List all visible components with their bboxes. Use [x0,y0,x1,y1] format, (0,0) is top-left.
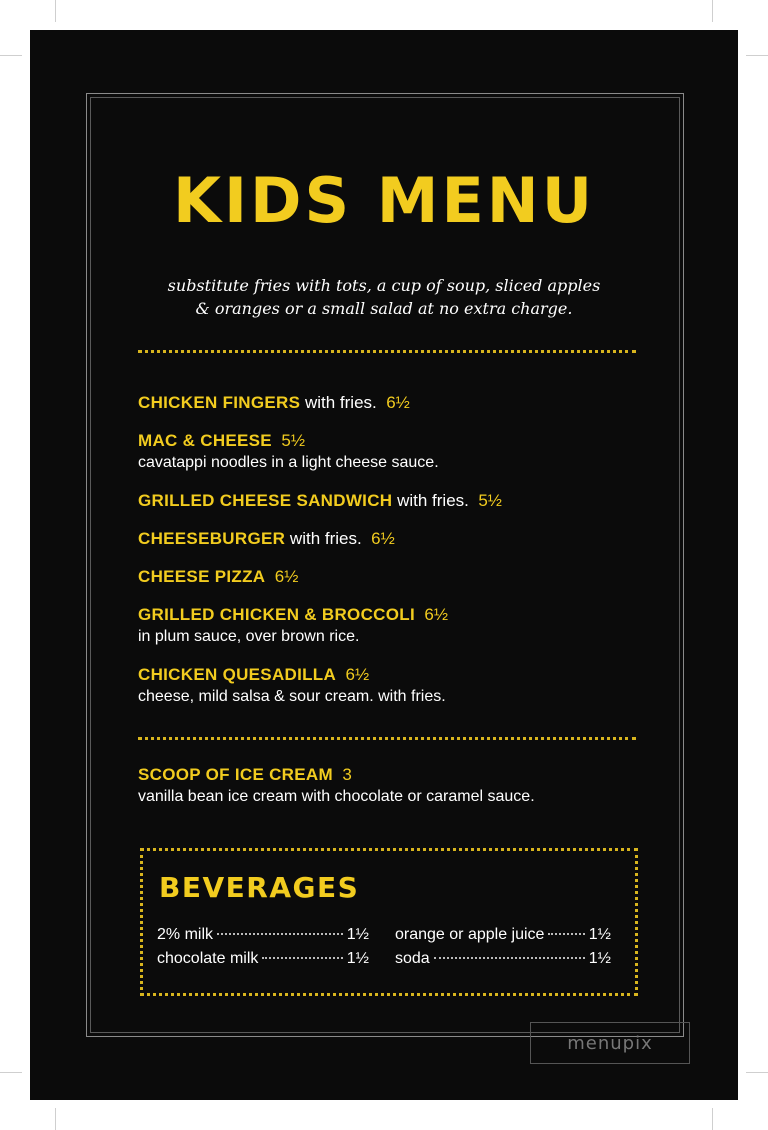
dotted-divider [138,350,636,353]
beverage-price: 1½ [588,950,611,967]
beverages-box [140,848,638,996]
crop-mark [712,0,713,22]
beverage-name: 2% milk [157,926,214,943]
menu-item [138,430,658,474]
dessert-item [138,764,658,808]
crop-mark [55,0,56,22]
item-description: cavatappi noodles in a light cheese sauce. [138,454,439,471]
item-suffix: with fries. [300,393,377,412]
crop-mark [0,1072,22,1073]
crop-mark [55,1108,56,1130]
item-price: 6½ [274,567,299,586]
beverage-name: soda [395,950,430,967]
beverages-column-left [157,926,369,974]
item-name: SCOOP OF ICE CREAM [138,765,333,784]
watermark-logo: menupix [530,1022,690,1064]
subtitle-line: substitute fries with tots, a cup of soup, sliced apples [167,276,601,295]
beverage-name: orange or apple juice [395,926,545,943]
beverage-row [395,926,611,950]
menu-item [138,392,658,414]
beverage-price: 1½ [346,926,369,943]
beverage-row [157,950,369,974]
subtitle-line: & oranges or a small salad at no extra charge. [195,299,573,318]
crop-mark [712,1108,713,1130]
dot-leader [217,933,343,935]
item-price: 6½ [386,393,410,412]
menu-item [138,604,658,648]
item-name: GRILLED CHEESE SANDWICH [138,491,393,510]
item-name: GRILLED CHICKEN & BROCCOLI [138,605,415,624]
menu-item [138,528,658,550]
beverage-price: 1½ [346,950,369,967]
item-name: CHEESE PIZZA [138,567,266,586]
beverages-title: BEVERAGES [159,871,360,904]
item-price: 6½ [371,529,395,548]
dot-leader [262,957,342,959]
dotted-divider [138,737,636,740]
item-price: 6½ [345,665,370,684]
dot-leader [434,957,585,959]
item-suffix: with fries. [392,491,469,510]
item-name: CHICKEN QUESADILLA [138,665,337,684]
crop-mark [746,1072,768,1073]
item-description: in plum sauce, over brown rice. [138,628,360,645]
menu-subtitle [30,274,738,320]
menu-item [138,566,658,588]
item-price: 5½ [478,491,502,510]
beverage-row [395,950,611,974]
dot-leader [548,933,584,935]
item-description: vanilla bean ice cream with chocolate or caramel sauce. [138,788,535,805]
menu-item [138,664,658,708]
crop-mark [0,55,22,56]
item-price: 6½ [424,605,449,624]
item-name: MAC & CHEESE [138,431,272,450]
item-price: 5½ [281,431,306,450]
menu-title: KIDS MENU [172,164,596,237]
item-price: 3 [342,765,352,784]
beverages-column-right [395,926,611,974]
beverage-name: chocolate milk [157,950,259,967]
menu-card [30,30,738,1100]
item-suffix: with fries. [285,529,362,548]
item-description: cheese, mild salsa & sour cream. with fries. [138,688,446,705]
item-name: CHEESEBURGER [138,529,286,548]
menu-item [138,490,658,512]
beverage-price: 1½ [588,926,611,943]
crop-mark [746,55,768,56]
item-name: CHICKEN FINGERS [138,393,301,412]
beverage-row [157,926,369,950]
